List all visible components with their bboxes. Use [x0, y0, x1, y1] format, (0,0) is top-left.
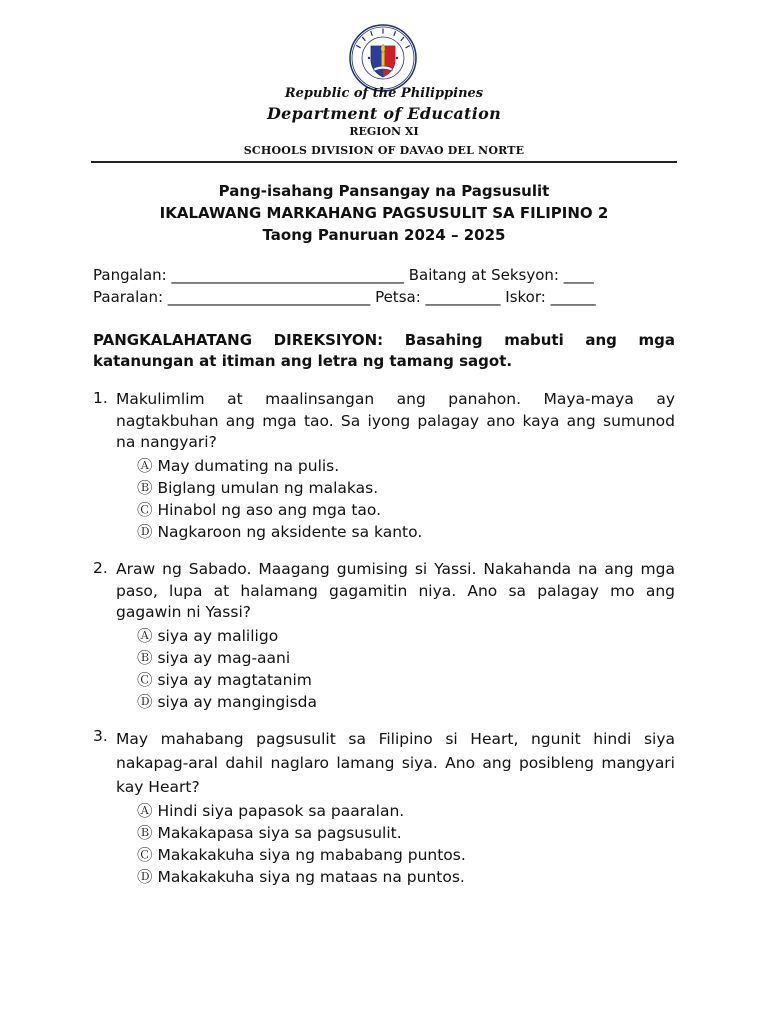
option-c[interactable]: [137, 844, 675, 866]
option-d[interactable]: [137, 866, 675, 888]
department-line: Department of Education: [266, 104, 502, 123]
exam-title-line2: IKALAWANG MARKAHANG PAGSUSULIT SA FILIPINO 2: [159, 204, 609, 222]
option-c[interactable]: [137, 669, 675, 691]
option-letter: Ⓓ: [137, 522, 153, 541]
answer-options: [137, 800, 675, 888]
deped-seal-icon: [349, 24, 417, 92]
option-b[interactable]: [137, 647, 675, 669]
option-letter: Ⓒ: [137, 670, 153, 689]
option-text: Hindi siya papasok sa paaralan.: [157, 802, 405, 820]
option-letter: Ⓑ: [137, 478, 153, 497]
option-b[interactable]: [137, 477, 675, 499]
answer-options: [137, 455, 675, 543]
region-line: REGION XI: [349, 125, 419, 138]
option-d[interactable]: [137, 691, 675, 713]
option-a[interactable]: [137, 455, 675, 477]
option-text: Makakakuha siya ng mababang puntos.: [157, 846, 466, 864]
option-letter: Ⓒ: [137, 500, 153, 519]
question-2: [93, 559, 675, 713]
option-letter: Ⓑ: [137, 648, 153, 667]
question-text: May mahabang pagsusulit sa Filipino si Heart, ngunit hindi siya nakapag-aral dahil naglaro lamang siya. Ano ang posibleng mangyari kay Heart?: [116, 730, 675, 796]
option-text: Makakakuha siya ng mataas na puntos.: [157, 868, 465, 886]
option-letter: Ⓐ: [137, 456, 153, 475]
option-letter: Ⓑ: [137, 824, 153, 842]
name-grade-line: Pangalan: _______________________________ Baitang at Seksyon: ____: [93, 266, 594, 284]
option-text: Nagkaroon ng aksidente sa kanto.: [157, 522, 423, 541]
school-date-score-line: Paaralan: ___________________________ Petsa: __________ Iskor: ______: [93, 288, 596, 306]
option-a[interactable]: [137, 625, 675, 647]
option-a[interactable]: [137, 800, 675, 822]
option-letter: Ⓐ: [137, 626, 153, 645]
option-letter: Ⓒ: [137, 846, 153, 864]
question-text: Makulimlim at maalinsangan ang panahon. Maya-maya ay nagtakbuhan ang mga tao. Sa iyong palagay ano kaya ang sumunod na nangyari?: [116, 390, 675, 451]
question-number: 3.: [93, 727, 108, 745]
option-letter: Ⓓ: [137, 692, 153, 711]
exam-title-line3: Taong Panuruan 2024 – 2025: [262, 226, 506, 244]
question-number: 2.: [93, 559, 108, 577]
option-text: Makakapasa siya sa pagsusulit.: [157, 824, 402, 842]
option-text: Biglang umulan ng malakas.: [157, 478, 379, 497]
option-text: Hinabol ng aso ang mga tao.: [157, 500, 382, 519]
option-text: May dumating na pulis.: [157, 456, 340, 475]
question-number: 1.: [93, 389, 108, 407]
republic-line: Republic of the Philippines: [284, 86, 484, 101]
option-d[interactable]: [137, 521, 675, 543]
option-text: siya ay mag-aani: [157, 648, 291, 667]
exam-title-line1: Pang-isahang Pansangay na Pagsusulit: [218, 182, 550, 200]
header-divider: [91, 161, 677, 163]
question-text: Araw ng Sabado. Maagang gumising si Yassi. Nakahanda na ang mga paso, lupa at halamang gagamitin niya. Ano sa palagay mo ang gagawin ni Yassi?: [116, 560, 675, 621]
option-b[interactable]: [137, 822, 675, 844]
option-letter: Ⓓ: [137, 868, 153, 886]
option-letter: Ⓐ: [137, 802, 153, 820]
option-text: siya ay magtatanim: [157, 670, 312, 689]
option-text: siya ay maliligo: [157, 626, 279, 645]
option-text: siya ay mangingisda: [157, 692, 317, 711]
question-3: [93, 727, 675, 888]
answer-options: [137, 625, 675, 713]
option-c[interactable]: [137, 499, 675, 521]
general-directions: PANGKALAHATANG DIREKSIYON: Basahing mabuti ang mga katanungan at itiman ang letra ng tamang sagot.: [93, 331, 675, 370]
question-1: [93, 389, 675, 543]
division-line: SCHOOLS DIVISION OF DAVAO DEL NORTE: [243, 144, 525, 157]
